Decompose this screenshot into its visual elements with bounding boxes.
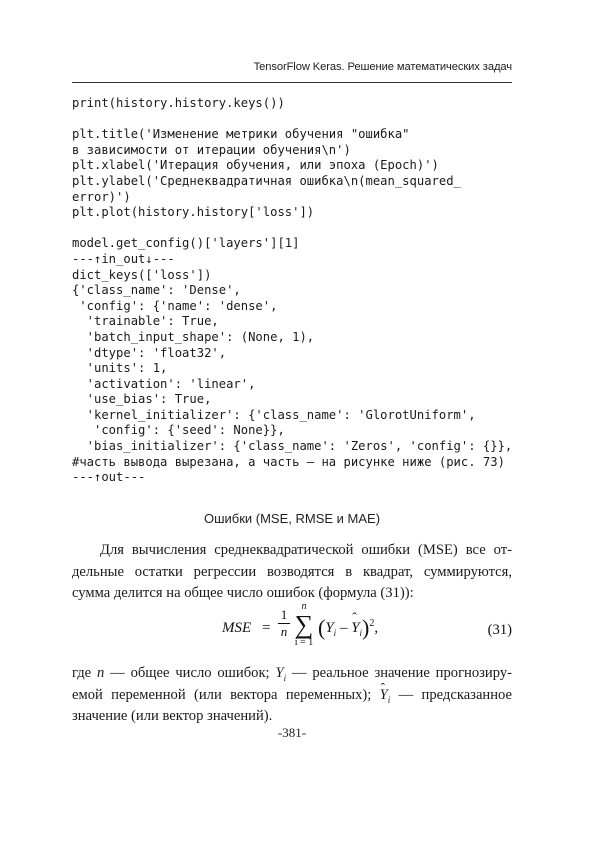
sigma-icon: ∑ (294, 610, 314, 639)
var-y: Y (275, 665, 284, 681)
code-line: ---↑in_out↓--- (72, 251, 175, 266)
text-run: — предсказанное (390, 686, 512, 703)
fraction-numerator: 1 (280, 607, 288, 622)
formula-lhs: MSE (222, 620, 252, 636)
code-line: plt.plot(history.history['loss']) (72, 205, 315, 220)
paragraph-line (72, 685, 512, 707)
formula-equals: = (262, 620, 271, 636)
summation (292, 602, 316, 648)
section-title: Ошибки (MSE, RMSE и MAE) (203, 511, 381, 526)
sum-lower-limit: i = 1 (294, 637, 314, 648)
header-rule (72, 82, 512, 83)
paragraph-line (72, 663, 512, 685)
var-y-index: i (283, 672, 287, 683)
code-line: dict_keys(['loss']) (72, 267, 212, 282)
code-line: 'bias_initializer': {'class_name': 'Zeros', 'config': {}}, (72, 439, 513, 454)
code-line: error)') (72, 189, 131, 204)
paragraph-line: значение (или вектор значений). (72, 708, 273, 724)
formula-exponent: 2 (369, 618, 375, 629)
fraction-denominator: n (280, 624, 288, 639)
code-line: 'kernel_initializer': {'class_name': 'GlorotUniform', (72, 407, 476, 422)
code-listing (72, 96, 522, 486)
paragraph-line: Для вычисления среднеквадратической ошибки (MSE) все от- (100, 542, 512, 558)
var-y-hat-index: i (387, 694, 391, 705)
code-line: 'trainable': True, (72, 314, 219, 329)
code-line: 'config': {'name': 'dense', (72, 298, 278, 313)
formula-y-hat: Y (351, 620, 360, 636)
var-n: n (97, 665, 105, 681)
running-head: TensorFlow Keras. Решение математических задач (253, 61, 512, 73)
code-line: #часть вывода вырезана, а часть – на рисунке ниже (рис. 73) (72, 454, 505, 469)
formula-minus: – (339, 620, 348, 636)
formula-mse (72, 602, 512, 658)
code-line: print(history.history.keys()) (72, 96, 285, 110)
code-line: 'batch_input_shape': (None, 1), (72, 329, 315, 344)
code-line: plt.ylabel('Среднеквадратичная ошибка\n(mean_squared_ (72, 173, 461, 188)
code-line: model.get_config()['layers'][1] (72, 236, 300, 251)
text-run: — реальное значение прогнозиру- (286, 665, 513, 681)
sum-upper-limit: n (301, 601, 307, 612)
code-line: 'dtype': 'float32', (72, 345, 227, 360)
var-y-hat: ˆ Y (380, 685, 388, 707)
formula-y-index: i (333, 628, 337, 638)
formula-expression (222, 602, 442, 658)
code-line: 'units': 1, (72, 361, 168, 376)
paragraph-mse-definition (72, 540, 512, 605)
code-line: plt.title('Изменение метрики обучения "ошибка" (72, 127, 410, 142)
paragraph-line: сумма делится на общее число ошибок (формула (31)): (72, 585, 414, 601)
paragraph-variables (72, 663, 512, 728)
code-line: ---↑out--- (72, 470, 146, 485)
page-number: -381- (277, 725, 307, 740)
formula-y: Y (325, 620, 334, 636)
text-run: емой переменной (или вектора переменных); (72, 686, 380, 703)
formula-number: (31) (487, 622, 512, 638)
code-line: 'activation': 'linear', (72, 376, 256, 391)
text-run: — общее число ошибок; (104, 665, 276, 681)
formula-tail: , (374, 620, 379, 636)
code-line: в зависимости от итерации обучения\n') (72, 142, 351, 157)
formula-body: ($Y_i$ – ˆ $Y_i)^2$, (318, 615, 378, 641)
code-line: 'use_bias': True, (72, 392, 212, 407)
code-blank-line (72, 112, 522, 128)
text-run: где (72, 665, 98, 681)
code-line: plt.xlabel('Итерация обучения, или эпоха (Epoch)') (72, 158, 439, 173)
code-blank-line (72, 221, 522, 237)
code-line: {'class_name': 'Dense', (72, 283, 241, 298)
formula-y-hat-index: i (359, 628, 363, 638)
paragraph-line: дельные остатки регрессии возводятся в квадрат, суммируются, (72, 563, 512, 580)
code-line: 'config': {'seed': None}}, (72, 423, 285, 438)
formula-fraction (278, 608, 290, 639)
